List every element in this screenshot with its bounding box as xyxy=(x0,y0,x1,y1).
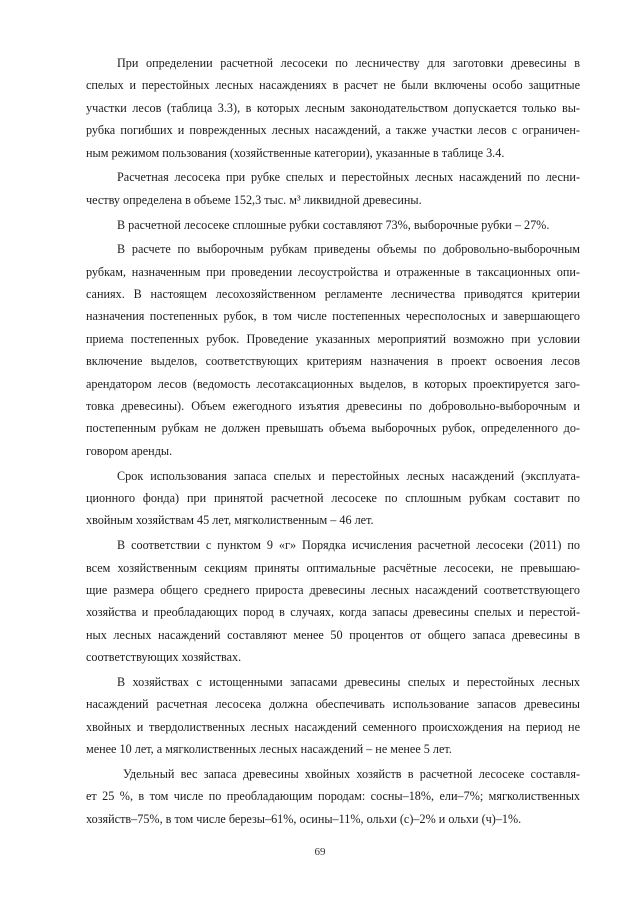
text-line: хозяйства и преобладающих пород в случаях, когда запасы древесины спелых и перестой- xyxy=(86,605,580,620)
text-line: саниях. В настоящем лесохозяйственном регламенте лесничества приводятся критерии xyxy=(86,287,580,302)
text-line: товка древесины). Объем ежегодного изъятия древесины по добровольно-выборочным и xyxy=(86,399,580,414)
text-line: Срок использования запаса спелых и перестойных лесных насаждений (эксплуата- xyxy=(117,468,580,483)
text-line: насаждений расчетная лесосека должна обеспечивать использование запасов древесины xyxy=(86,697,580,712)
paragraph xyxy=(86,534,580,668)
paragraph xyxy=(86,214,580,236)
text-line: говором аренды. xyxy=(86,443,173,458)
text-line: ционного фонда) при принятой расчетной лесосеке по сплошным рубкам составит по xyxy=(86,490,580,505)
text-line: честву определена в объеме 152,3 тыс. м³ ликвидной древесины. xyxy=(86,192,422,207)
paragraph xyxy=(86,465,580,532)
text-line: В расчетной лесосеке сплошные рубки составляют 73%, выборочные рубки – 27%. xyxy=(117,217,550,232)
text-line: постепенным рубкам не должен превышать объема выборочных рубок, определенного до- xyxy=(86,421,580,436)
text-line: При определении расчетной лесосеки по лесничеству для заготовки древесины в xyxy=(117,56,580,70)
text-line: хвойным хозяйствам 45 лет, мягколиственным – 46 лет. xyxy=(86,513,374,528)
text-line: хозяйств–75%, в том числе березы–61%, осины–11%, ольхи (с)–2% и ольхи (ч)–1%. xyxy=(86,811,522,826)
text-line: хвойных и твердолиственных лесных насаждений семенного происхождения на период не xyxy=(86,719,580,734)
paragraph xyxy=(86,671,580,761)
text-line: ет 25 %, в том числе по преобладающим породам: сосны–18%, ели–7%; мягколиственных xyxy=(86,789,580,804)
document-body xyxy=(86,52,580,830)
text-line: приема постепенных рубок. Проведение указанных мероприятий возможно при условии xyxy=(86,331,580,346)
text-line: В соответствии с пунктом 9 «г» Порядка исчисления расчетной лесосеки (2011) по xyxy=(117,538,580,553)
text-line: арендатором лесов (ведомость лесотаксационных выделов, в которых проектируется заго- xyxy=(86,376,580,391)
text-line: спелых и перестойных лесных насаждениях в расчет не были включены особо защитные xyxy=(86,78,580,93)
text-line: ным режимом пользования (хозяйственные категории), указанные в таблице 3.4. xyxy=(86,145,505,160)
text-line: включение выделов, соответствующих критериям назначения в проект освоения лесов xyxy=(86,354,580,369)
text-line: Удельный вес запаса древесины хвойных хозяйств в расчетной лесосеке составля- xyxy=(123,766,580,781)
text-line: назначения постепенных рубок, в том числе постепенных чересполосных и завершающего xyxy=(86,309,580,324)
text-line: Расчетная лесосека при рубке спелых и перестойных лесных насаждений по лесни- xyxy=(117,170,580,185)
paragraph xyxy=(86,238,580,462)
text-line: рубкам, назначенным при проведении лесоустройства и отраженные в таксационных опи- xyxy=(86,264,580,279)
text-line: рубка погибших и поврежденных лесных насаждений, а также участки лесов с ограничен- xyxy=(86,123,580,138)
text-line: В хозяйствах с истощенными запасами древесины спелых и перестойных лесных xyxy=(117,674,580,689)
paragraph xyxy=(86,166,580,211)
text-line: щие размера общего среднего прироста древесины лесных насаждений соответствующего xyxy=(86,582,580,597)
text-line: ных лесных насаждений составляют менее 50 процентов от общего запаса древесины в xyxy=(86,627,580,642)
text-line: всем хозяйственным секциям приняты оптимальные расчётные лесосеки, не превышаю- xyxy=(86,560,580,575)
page-number: 69 xyxy=(314,846,326,858)
text-line: участки лесов (таблица 3.3), в которых лесным законодательством допускается только вы- xyxy=(86,100,580,115)
text-line: В расчете по выборочным рубкам приведены объемы по добровольно-выборочным xyxy=(117,242,580,257)
text-line: соответствующих хозяйствах. xyxy=(86,650,242,665)
paragraph xyxy=(86,763,580,830)
text-line: менее 10 лет, а мягколиственных лесных насаждений – не менее 5 лет. xyxy=(86,742,452,757)
paragraph xyxy=(86,52,580,164)
